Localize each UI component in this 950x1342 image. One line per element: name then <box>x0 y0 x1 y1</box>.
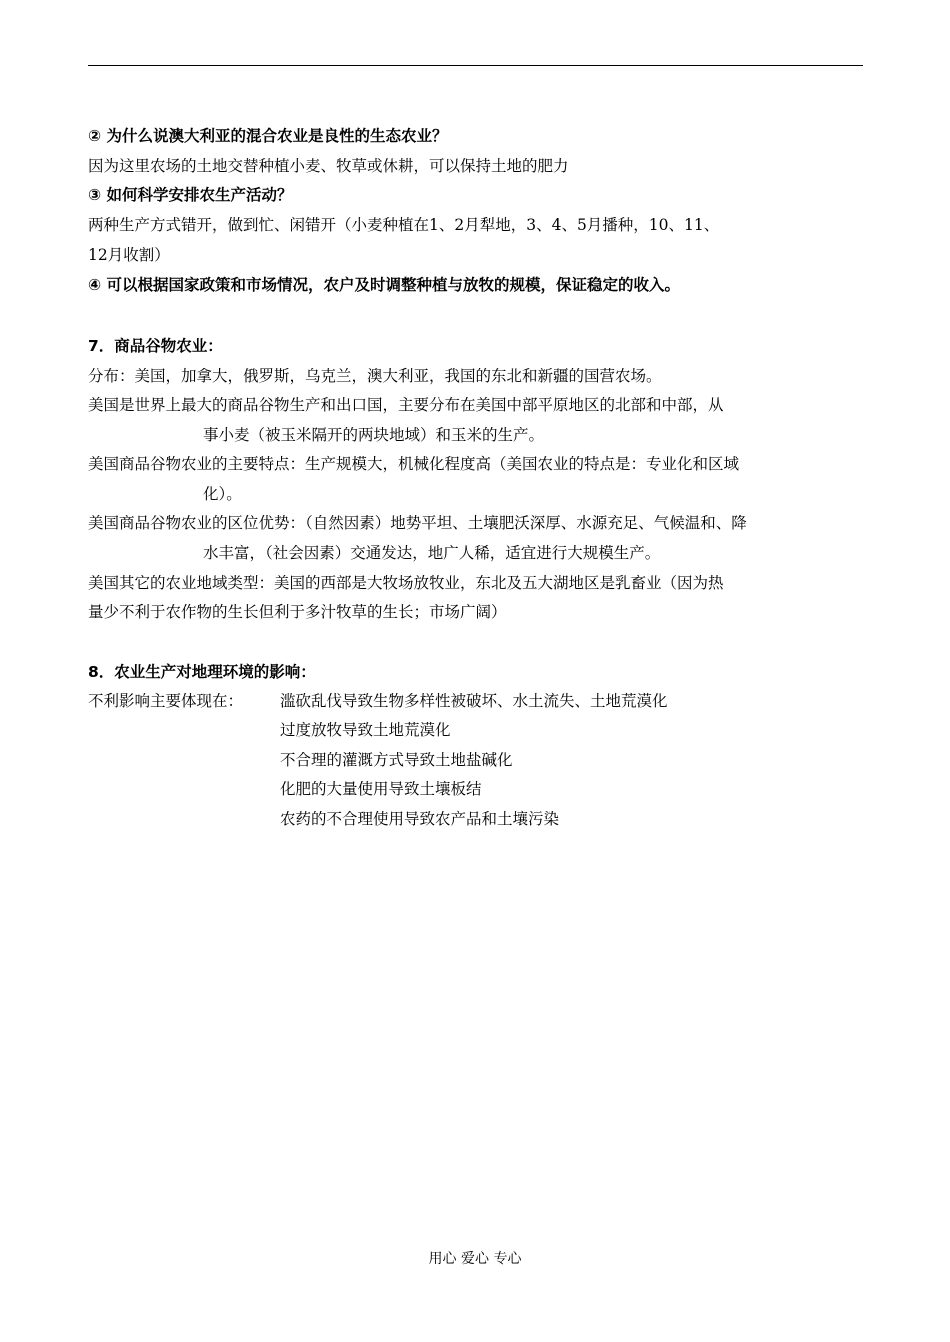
section-7-advantages-line-2: 水丰富，（社会因素）交通发达，地广人稀，适宜进行大规模生产。 <box>203 544 661 562</box>
section-8-item: 化肥的大量使用导致土壤板结 <box>280 780 482 798</box>
section-7-features-line-1: 美国商品谷物农业的主要特点：生产规模大，机械化程度高（美国农业的特点是：专业化和区域 <box>88 455 740 473</box>
section-7-title: 7．商品谷物农业： <box>88 337 223 355</box>
section-7-other-line-1: 美国其它的农业地域类型：美国的西部是大牧场放牧业，东北及五大湖地区是乳畜业（因为热 <box>88 574 724 592</box>
section-8-item: 不合理的灌溉方式导致土地盐碱化 <box>280 751 513 769</box>
section-7-us-line-2: 事小麦（被玉米隔开的两块地域）和玉米的生产。 <box>203 426 545 444</box>
section-7-advantages-line-1: 美国商品谷物农业的区位优势：（自然因素）地势平坦、土壤肥沃深厚、水源充足、气候温和、降 <box>88 514 747 532</box>
section-8-item: 滥砍乱伐导致生物多样性被破坏、水土流失、土地荒漠化 <box>280 692 668 710</box>
section-8-item: 农药的不合理使用导致农产品和土壤污染 <box>280 810 560 828</box>
section-7-distribution: 分布：美国，加拿大，俄罗斯，乌克兰，澳大利亚，我国的东北和新疆的国营农场。 <box>88 367 662 385</box>
section-8-lead: 不利影响主要体现在： <box>88 692 244 710</box>
header-rule <box>88 65 863 66</box>
question-2: ② 为什么说澳大利亚的混合农业是良性的生态农业？ <box>88 127 448 145</box>
question-2-answer: 因为这里农场的土地交替种植小麦、牧草或休耕，可以保持土地的肥力 <box>88 157 569 175</box>
page-footer: 用心 爱心 专心 <box>428 1251 522 1267</box>
section-8-title: 8．农业生产对地理环境的影响： <box>88 663 316 681</box>
section-7-other-line-2: 量少不利于农作物的生长但利于多汁牧草的生长；市场广阔） <box>88 603 507 621</box>
section-7-features-line-2: 化）。 <box>203 485 242 503</box>
section-8-item: 过度放牧导致土地荒漠化 <box>280 721 451 739</box>
question-4: ④ 可以根据国家政策和市场情况，农户及时调整种植与放牧的规模，保证稳定的收入。 <box>88 276 681 294</box>
question-3-answer-line-2: 12月收割） <box>88 246 170 264</box>
question-3: ③ 如何科学安排农生产活动？ <box>88 186 293 204</box>
section-7-us-line-1: 美国是世界上最大的商品谷物生产和出口国，主要分布在美国中部平原地区的北部和中部，从 <box>88 396 724 414</box>
question-3-answer-line-1: 两种生产方式错开，做到忙、闲错开（小麦种植在1、2月犁地，3、4、5月播种，10、11、 <box>88 216 720 234</box>
